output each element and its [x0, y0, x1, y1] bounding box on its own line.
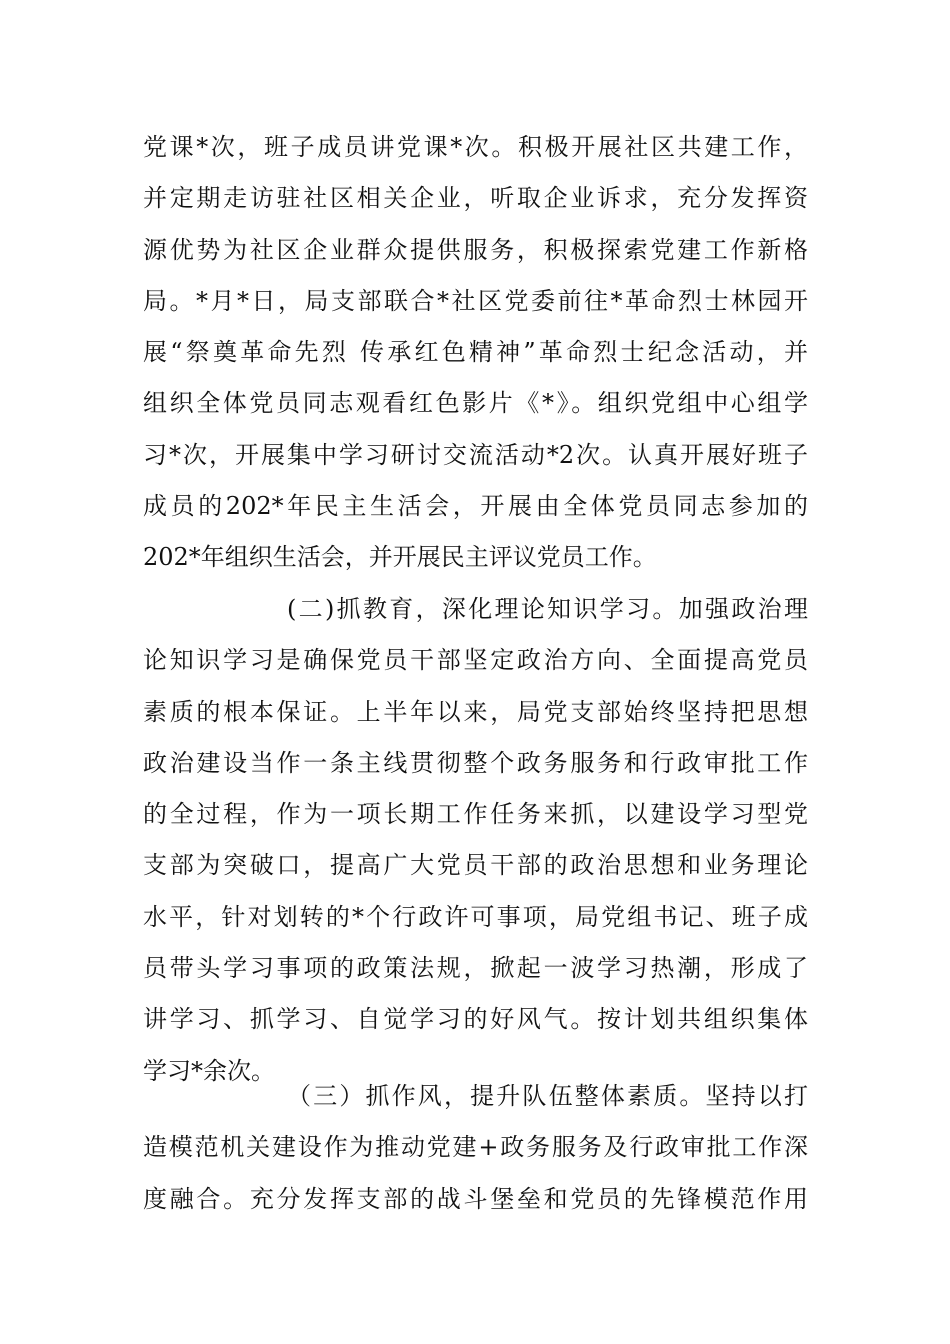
section-heading-line: (二)抓教育，深化理论知识学习。加强政治理 [287, 595, 808, 623]
text-line: 局。*月*日，局支部联合*社区党委前往*革命烈士林园开 [143, 286, 808, 315]
text-line: 讲学习、抓学习、自觉学习的好风气。按计划共组织集体 [143, 1005, 808, 1034]
text-line: 202*年组织生活会，并开展民主评议党员工作。 [143, 543, 657, 572]
section-heading-line: （三）抓作风，提升队伍整体素质。坚持以打 [287, 1082, 808, 1110]
text-line: 员带头学习事项的政策法规，掀起一波学习热潮，形成了 [143, 954, 808, 983]
text-line: 并定期走访驻社区相关企业，听取企业诉求，充分发挥资 [143, 184, 808, 213]
text-line: 支部为突破口，提高广大党员干部的政治思想和业务理论 [143, 851, 808, 880]
text-line: 造模范机关建设作为推动党建+政务服务及行政审批工作深 [143, 1133, 808, 1162]
text-line: 源优势为社区企业群众提供服务，积极探索党建工作新格 [143, 235, 808, 264]
text-line: 展“祭奠革命先烈 传承红色精神”革命烈士纪念活动，并 [143, 338, 808, 367]
text-line: 水平，针对划转的*个行政许可事项，局党组书记、班子成 [143, 902, 808, 931]
text-line: 习*次，开展集中学习研讨交流活动*2次。认真开展好班子 [143, 440, 808, 469]
paragraph-education [143, 584, 808, 1097]
text-line: 素质的根本保证。上半年以来，局党支部始终坚持把思想 [143, 697, 808, 726]
paragraph-work-style [143, 1071, 808, 1225]
text-line: 学习*余次。 [143, 1056, 275, 1085]
text-line: 的全过程，作为一项长期工作任务来抓，以建设学习型党 [143, 800, 808, 829]
text-line: 组织全体党员同志观看红色影片《*》。组织党组中心组学 [143, 389, 808, 418]
text-line: 论知识学习是确保党员干部坚定政治方向、全面提高党员 [143, 646, 808, 675]
text-line: 政治建设当作一条主线贯彻整个政务服务和行政审批工作 [143, 748, 808, 777]
text-line: 成员的202*年民主生活会，开展由全体党员同志参加的 [143, 492, 808, 521]
text-line: 度融合。充分发挥支部的战斗堡垒和党员的先锋模范作用 [143, 1184, 808, 1213]
text-line: 党课*次，班子成员讲党课*次。积极开展社区共建工作， [143, 133, 808, 161]
paragraph-party-lessons [143, 122, 808, 584]
